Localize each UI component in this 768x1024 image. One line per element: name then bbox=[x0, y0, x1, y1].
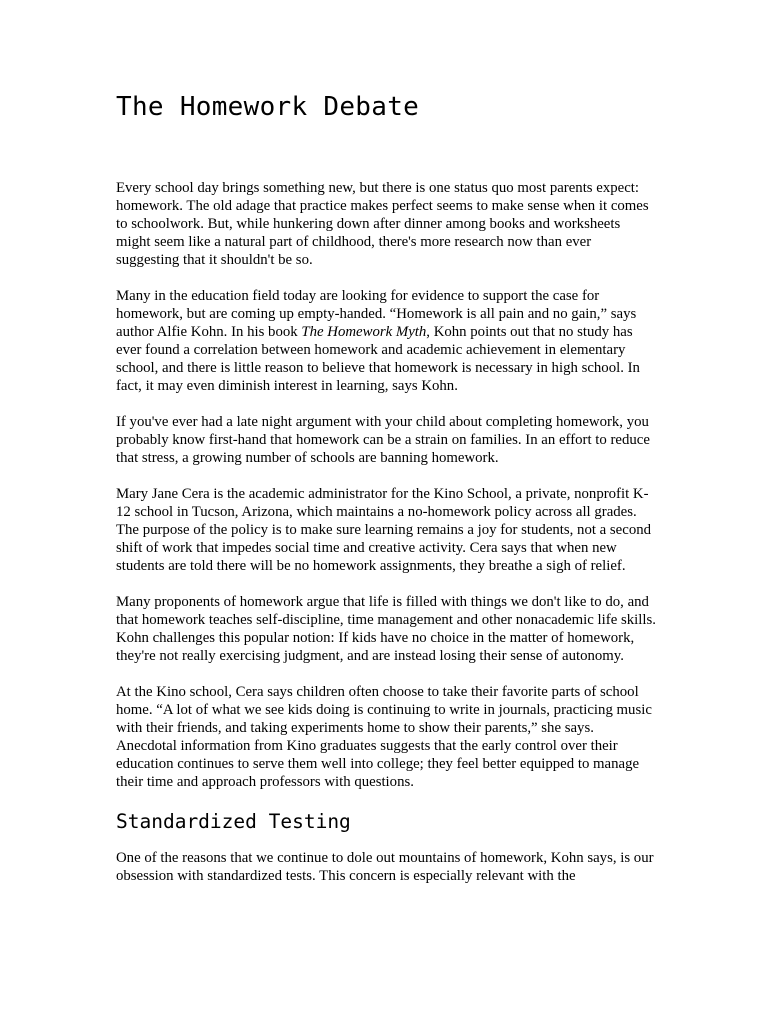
paragraph-kino-school: Mary Jane Cera is the academic administrator for the Kino School, a private, nonprofit K-12 school in Tucson, Arizona, which maintains a no-homework policy across all grades. The purpose of the policy is to make sure learning remains a joy for students, not a second shift of work that impedes social time and creative activity. Cera says that when new students are told there will be no homework assignments, they breathe a sigh of relief. bbox=[116, 486, 652, 574]
paragraph-proponents: Many proponents of homework argue that life is filled with things we don't like to do, and that homework teaches self-discipline, time management and other nonacademic life skills. Kohn challenges this popular notion: If kids have no choice in the matter of homework, they're not really exercising judgment, and are instead losing their sense of autonomy. bbox=[116, 594, 656, 664]
paragraph-intro: Every school day brings something new, but there is one status quo most parents expect: homework. The old adage that practice makes perfect seems to make sense when it comes to schoolwork. But, while hunkering down after dinner among books and worksheets might seem like a natural part of childhood, there's more research now than ever suggesting that it shouldn't be so. bbox=[116, 180, 649, 268]
section-heading: Standardized Testing bbox=[116, 810, 351, 833]
article-body bbox=[116, 179, 656, 903]
book-title: The Homework Myth bbox=[301, 324, 427, 340]
paragraph-kohn-part-1: Many in the education field today are looking for evidence to support the case for homework, but are coming up empty-handed. “Homework is all pain and no gain,” says author Alfie Kohn. In his book bbox=[116, 288, 637, 340]
paragraph-kohn bbox=[116, 287, 656, 395]
paragraph-families: If you've ever had a late night argument with your child about completing homework, you probably know first-hand that homework can be a strain on families. In an effort to reduce that stress, a growing number of schools are banning homework. bbox=[116, 414, 650, 466]
paragraph-kohn-part-2: , Kohn points out that no study has ever found a correlation between homework and academic achievement in elementary school, and there is little reason to believe that homework is necessary in high school. In fact, it may even diminish interest in learning, says Kohn. bbox=[116, 324, 640, 394]
paragraph-kino-graduates: At the Kino school, Cera says children often choose to take their favorite parts of school home. “A lot of what we see kids doing is continuing to write in journals, practicing music with their friends, and taking experiments home to show their parents,” she says. Anecdotal information from Kino graduates suggests that the early control over their education continues to serve them well into college; they feel better equipped to manage their time and approach professors with questions. bbox=[116, 684, 652, 790]
paragraph-standardized-testing: One of the reasons that we continue to dole out mountains of homework, Kohn says, is our obsession with standardized tests. This concern is especially relevant with the bbox=[116, 850, 654, 884]
document-title: The Homework Debate bbox=[116, 92, 420, 122]
